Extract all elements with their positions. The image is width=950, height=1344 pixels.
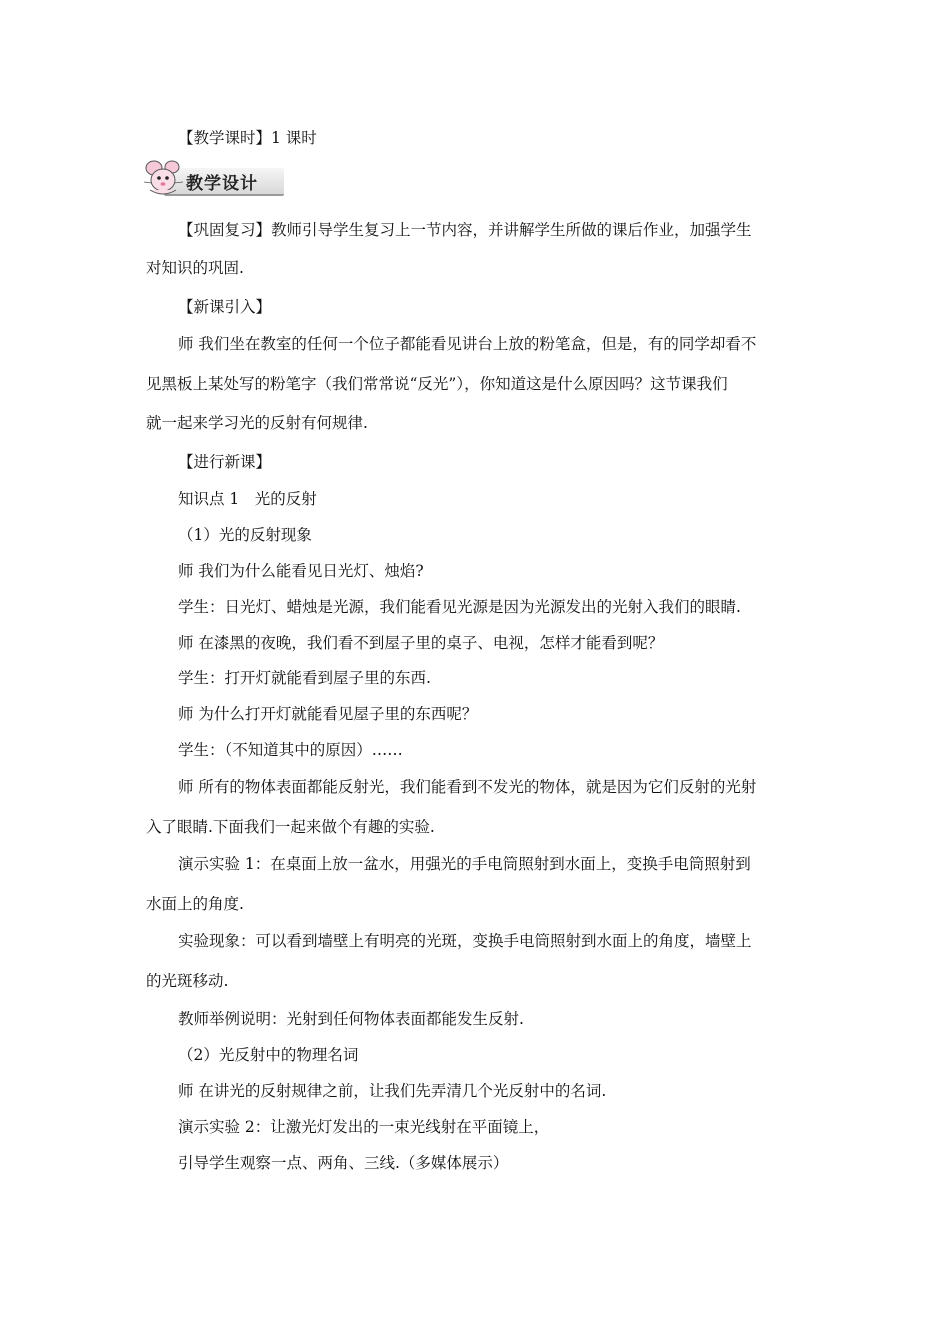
section-heading: 【新课引入】 [178,298,272,316]
paragraph-line: 师 我们坐在教室的任何一个位子都能看见讲台上放的粉笔盒，但是，有的同学却看不 [178,335,757,353]
paragraph-line: 见黑板上某处写的粉笔字（我们常常说“反光”），你知道这是什么原因吗？这节课我们 [146,375,728,393]
paragraph-line: 教师举例说明：光射到任何物体表面都能发生反射. [178,1010,524,1028]
paragraph-line: 演示实验 2：让激光灯发出的一束光线射在平面镜上， [178,1118,550,1136]
paragraph-line: 水面上的角度. [146,895,244,913]
subsection-heading: （1）光的反射现象 [178,526,312,544]
paragraph-line: 师 我们为什么能看见日光灯、烛焰? [178,562,424,580]
banner-title: 教学设计 [186,174,258,194]
paragraph-line: 师 所有的物体表面都能反射光，我们能看到不发光的物体，就是因为它们反射的光射 [178,778,757,796]
paragraph-line: 引导学生观察一点、两角、三线.（多媒体展示） [178,1154,509,1172]
subsection-heading: （2）光反射中的物理名词 [178,1046,359,1064]
paragraph-line: 学生：（不知道其中的原因）…… [178,741,403,759]
paragraph-line: 入了眼睛.下面我们一起来做个有趣的实验. [146,818,435,836]
cartoon-mouse-icon [142,158,186,198]
paragraph-line: 演示实验 1：在桌面上放一盆水，用强光的手电筒照射到水面上，变换手电筒照射到 [178,855,751,873]
paragraph-line: 师 在漆黑的夜晚，我们看不到屋子里的桌子、电视，怎样才能看到呢？ [178,634,664,652]
paragraph-line: 学生：打开灯就能看到屋子里的东西. [178,669,431,687]
paragraph-line: 的光斑移动. [146,972,229,990]
section-banner [142,158,286,198]
paragraph-line: 【巩固复习】教师引导学生复习上一节内容，并讲解学生所做的课后作业，加强学生 [178,221,752,239]
paragraph-line: 对知识的巩固. [146,259,244,277]
paragraph-line: 学生：日光灯、蜡烛是光源，我们能看见光源是因为光源发出的光射入我们的眼睛. [178,598,741,616]
section-heading: 【进行新课】 [178,453,272,471]
lesson-duration: 【教学课时】1 课时 [178,129,317,147]
paragraph-line: 师 在讲光的反射规律之前，让我们先弄清几个光反射中的名词. [178,1082,607,1100]
paragraph-line: 就一起来学习光的反射有何规律. [146,414,368,432]
knowledge-point-heading: 知识点 1 光的反射 [178,490,317,508]
paragraph-line: 实验现象：可以看到墙壁上有明亮的光斑，变换手电筒照射到水面上的角度，墙壁上 [178,932,752,950]
paragraph-line: 师 为什么打开灯就能看见屋子里的东西呢？ [178,705,478,723]
